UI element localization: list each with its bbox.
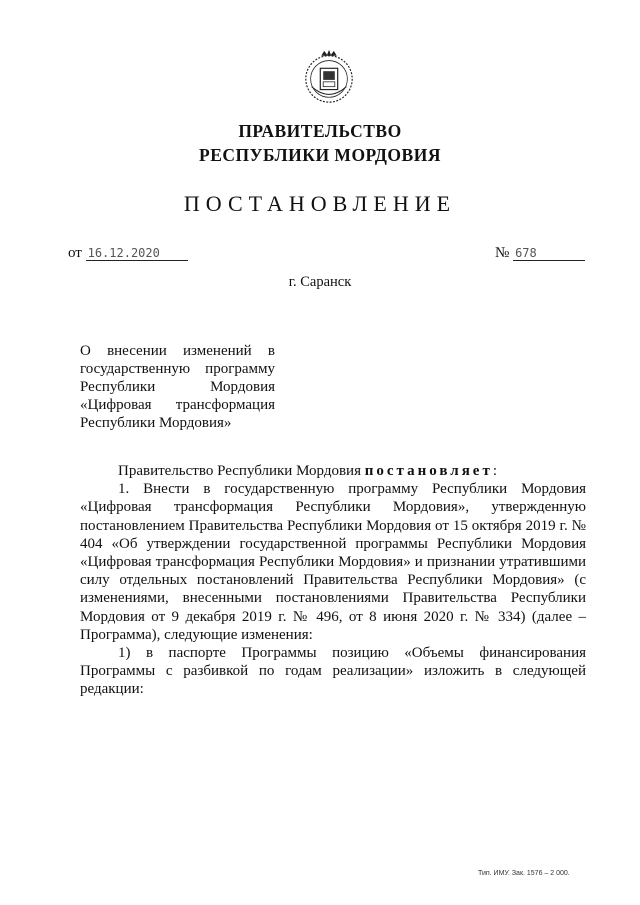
- subject-line: «Цифровая трансформация: [80, 397, 275, 413]
- print-mark: Тип. ИМУ. Зак. 1576 – 2 000.: [478, 870, 570, 877]
- subject-line: Республики Мордовия»: [80, 415, 232, 431]
- government-title-line1: ПРАВИТЕЛЬСТВО: [238, 121, 402, 141]
- number-value: 678: [513, 246, 585, 261]
- date-value: 16.12.2020: [86, 246, 188, 261]
- intro-decree-word: постановляет: [364, 463, 493, 479]
- government-title-line2: РЕСПУБЛИКИ МОРДОВИЯ: [199, 145, 441, 165]
- subject-line: государственную программу: [80, 361, 275, 377]
- date-field: [68, 245, 188, 262]
- number-field: [495, 245, 585, 262]
- date-prefix: от: [68, 245, 82, 261]
- subject-line: Республики Мордовия: [80, 379, 275, 395]
- document-type: ПОСТАНОВЛЕНИЕ: [183, 191, 457, 216]
- body-intro: [80, 462, 586, 480]
- city: г. Саранск: [288, 274, 352, 290]
- coat-of-arms-icon: [300, 48, 358, 106]
- document-subject: [80, 342, 275, 432]
- document-body: [80, 462, 586, 699]
- intro-text: Правительство Республики Мордовия: [118, 463, 365, 479]
- intro-colon: :: [492, 463, 498, 479]
- number-prefix: №: [495, 245, 510, 261]
- body-paragraph-2: 1) в паспорте Программы позицию «Объемы финансирования Программы с разбивкой по годам реализации» изложить в следующей редакции:: [80, 645, 586, 698]
- subject-line: О внесении изменений в: [80, 343, 275, 359]
- body-paragraph-1: 1. Внести в государственную программу Республики Мордовия «Цифровая трансформация Республики Мордовия», утвержденную постановлением Правительства Республики Мордовия от 15 октября 2019 г. № 404 «Об утверждении государственной программы Республики Мордовия «Цифровая трансформация Республики Мордовия» и признании утратившими силу отдельных постановлений Правительства Республики Мордовия» (с изменениями, внесенными постановлениями Правительства Республики Мордовия от 9 декабря 2019 г. № 496, от 8 июня 2020 г. № 334) (далее – Программа), следующие изменения:: [80, 481, 586, 643]
